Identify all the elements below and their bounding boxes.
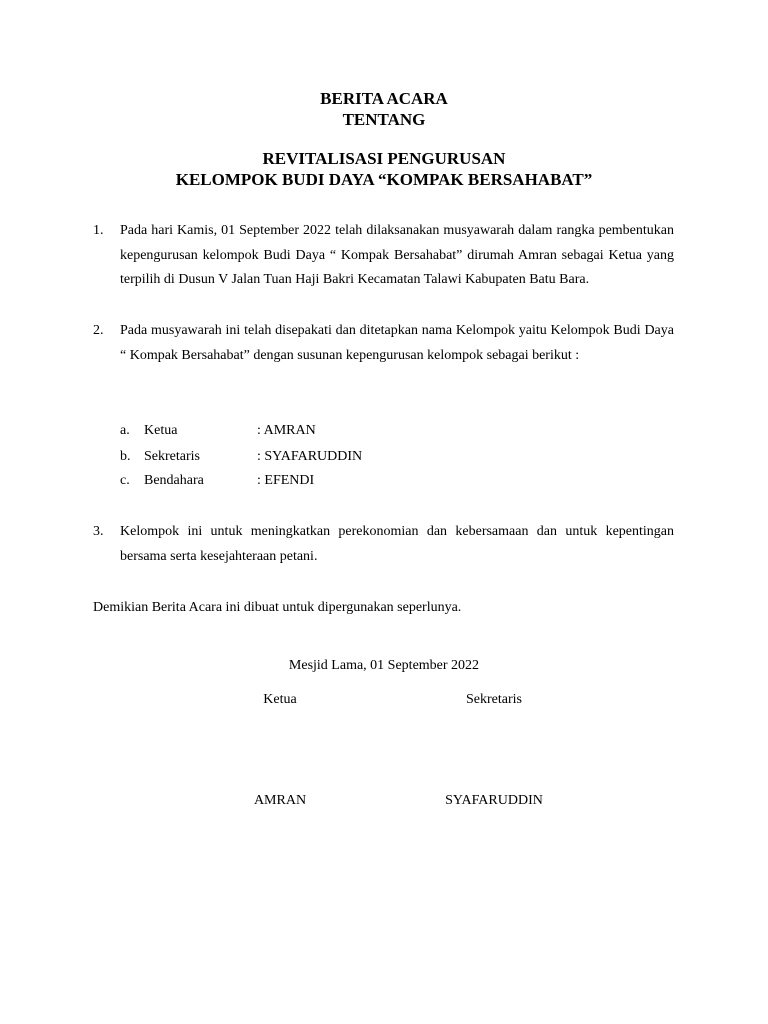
document-subtitle-line2: KELOMPOK BUDI DAYA “KOMPAK BERSAHABAT” [175, 170, 593, 189]
officer-name: : AMRAN [257, 423, 316, 438]
point-2-text: Pada musyawarah ini telah disepakati dan ditetapkan nama Kelompok yaitu Kelompok Budi Daya “ Kompak Bersahabat” dengan susunan kepengurusan kelompok sebagai berikut : [120, 323, 674, 363]
document-title: BERITA ACARA [320, 89, 448, 108]
point-1-text: Pada hari Kamis, 01 September 2022 telah dilaksanakan musyawarah dalam rangka pembentukan kepengurusan kelompok Budi Daya “ Kompak Bersahabat” dirumah Amran sebagai Ketua yang terpilih di Dusun V Jalan Tuan Haji Bakri Kecamatan Talawi Kabupaten Batu Bara. [120, 223, 674, 287]
officer-role: Sekretaris [144, 449, 200, 464]
officer-role: Bendahara [144, 473, 204, 488]
officer-name: : SYAFARUDDIN [257, 449, 363, 464]
signature-left-role: Ketua [263, 692, 297, 707]
officer-name: : EFENDI [257, 473, 315, 488]
point-1-number: 1. [93, 223, 104, 238]
officer-letter: c. [120, 473, 130, 488]
signature-left-name: AMRAN [253, 793, 307, 808]
officer-letter: a. [120, 423, 130, 438]
officer-letter: b. [120, 449, 131, 464]
point-3-text: Kelompok ini untuk meningkatkan perekonomian dan kebersamaan dan untuk kepentingan bersama serta kesejahteraan petani. [120, 524, 674, 564]
signature-right-name: SYAFARUDDIN [445, 793, 543, 808]
closing-statement: Demikian Berita Acara ini dibuat untuk dipergunakan seperlunya. [93, 600, 462, 615]
point-2-number: 2. [93, 323, 104, 338]
officer-role: Ketua [144, 423, 178, 438]
point-3-number: 3. [93, 524, 104, 539]
document-subtitle-line1: REVITALISASI PENGURUSAN [262, 149, 506, 168]
signature-right-role: Sekretaris [466, 692, 522, 707]
document-title-tentang: TENTANG [342, 110, 426, 129]
place-date: Mesjid Lama, 01 September 2022 [288, 658, 480, 673]
